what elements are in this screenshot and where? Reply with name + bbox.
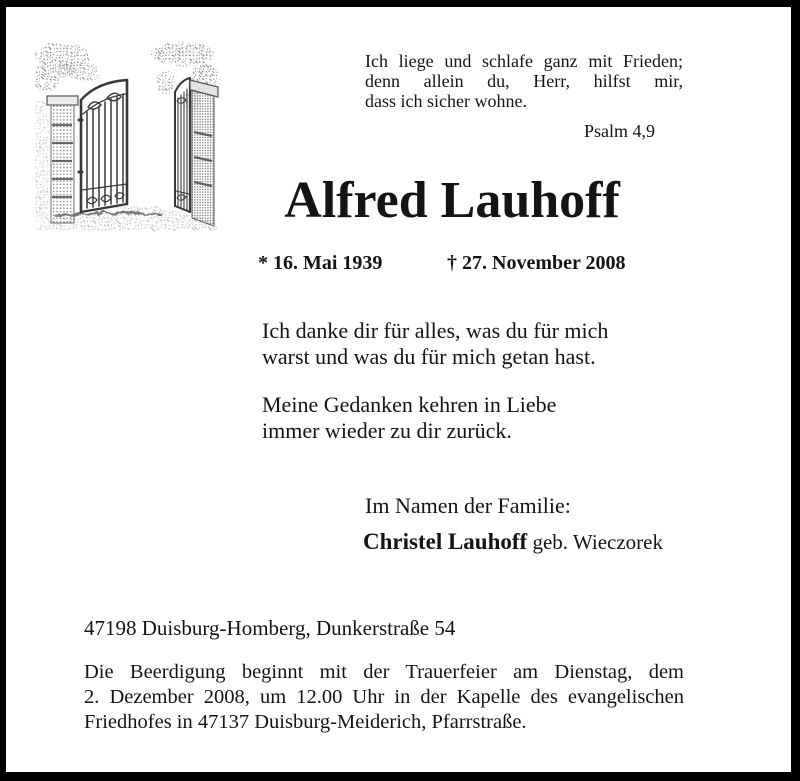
tribute-paragraph-1 xyxy=(262,318,608,370)
funeral-line: Die Beerdigung beginnt mit der Trauerfeier am Dienstag, dem xyxy=(84,661,684,683)
verse-line: denn allein du, Herr, hilfst mir, xyxy=(365,71,683,91)
tribute-line: Ich danke dir für alles, was du für mich xyxy=(262,318,609,343)
funeral-line: Friedhofes in 47137 Duisburg-Meiderich, Pfarrstraße. xyxy=(84,711,527,733)
verse-block xyxy=(365,51,683,111)
open-gate-illustration xyxy=(35,40,221,232)
signature-line xyxy=(363,528,663,556)
funeral-notice xyxy=(84,660,684,735)
birth-date: * 16. Mai 1939 xyxy=(258,252,383,274)
family-intro: Im Namen der Familie: xyxy=(365,493,571,518)
tribute-paragraph-2 xyxy=(262,392,556,444)
tribute-line: Meine Gedanken kehren in Liebe xyxy=(262,392,557,417)
signature-name: Christel Lauhoff xyxy=(363,529,528,554)
tribute-line: warst und was du für mich getan hast. xyxy=(262,344,596,369)
verse-attribution: Psalm 4,9 xyxy=(583,121,655,141)
funeral-line: 2. Dezember 2008, um 12.00 Uhr in der Kapelle des evangelischen xyxy=(84,686,684,708)
address-line: 47198 Duisburg-Homberg, Dunkerstraße 54 xyxy=(84,616,456,640)
signature-suffix: geb. Wieczorek xyxy=(527,530,663,554)
tribute-line: immer wieder zu dir zurück. xyxy=(262,418,512,443)
death-date: † 27. November 2008 xyxy=(447,252,626,274)
deceased-name: Alfred Lauhoff xyxy=(284,172,620,229)
verse-line: Ich liege und schlafe ganz mit Frieden; xyxy=(365,51,683,71)
verse-line: dass ich sicher wohne. xyxy=(365,91,527,111)
open-gate-icon xyxy=(35,40,221,232)
